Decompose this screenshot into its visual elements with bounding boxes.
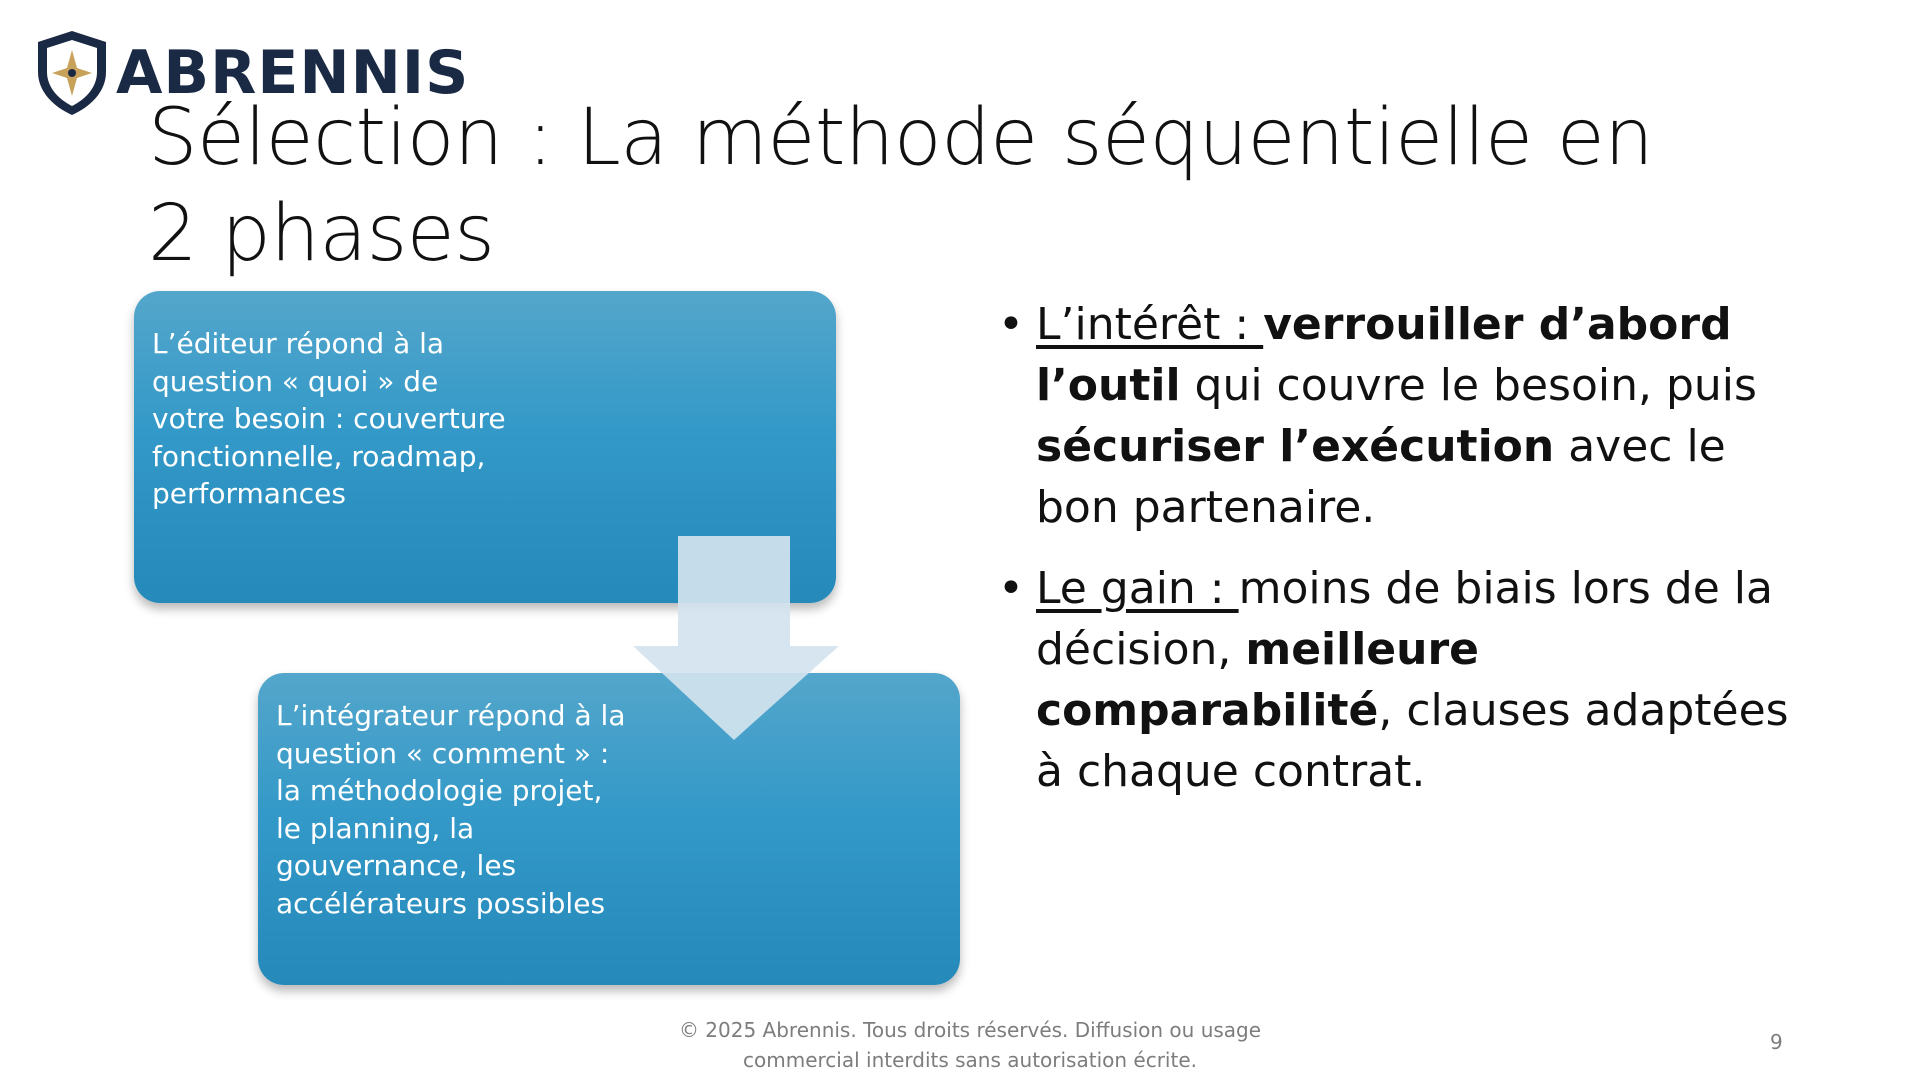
bullet-text: , clauses adaptées à chaque contrat. <box>1036 685 1789 797</box>
bullet-label: Le gain : <box>1036 563 1239 614</box>
footer-line-2: commercial interdits sans autorisation écrite. <box>743 1048 1197 1072</box>
bullet-bold-text: meilleure comparabilité <box>1036 624 1479 736</box>
bullet-bold-text: verrouiller d’abord l’outil <box>1036 299 1732 411</box>
down-arrow-icon <box>633 536 839 742</box>
bullet-dot: • <box>998 563 1024 614</box>
page-title: Sélection : La méthode séquentielle en 2 phases <box>148 93 1654 279</box>
phase-1-text: L’éditeur répond à la question « quoi » de votre besoin : couverture fonctionnelle, roadmap, performances <box>152 327 506 510</box>
footer-line-1: © 2025 Abrennis. Tous droits réservés. Diffusion ou usage <box>678 1018 1262 1042</box>
bullet-list <box>998 294 1818 822</box>
phase-2-box <box>258 673 960 985</box>
shield-compass-icon <box>34 28 110 118</box>
bullet-dot: • <box>998 299 1024 350</box>
phase-2-text: L’intégrateur répond à la question « comment » : la méthodologie projet, le planning, la gouvernance, les accélérateurs possibles <box>276 699 626 920</box>
bullet-item-gain <box>998 558 1818 802</box>
bullet-label: L’intérêt : <box>1036 299 1264 350</box>
bullet-item-interet <box>998 294 1818 538</box>
bullet-text: avec le bon partenaire. <box>1036 421 1726 533</box>
page-number: 9 <box>1770 1030 1783 1054</box>
bullet-bold-text: sécuriser l’exécution <box>1036 421 1555 472</box>
logo-text: ABRENNIS <box>116 38 470 108</box>
footer-copyright <box>620 1015 1320 1075</box>
bullet-text: qui couvre le besoin, puis <box>1180 360 1757 411</box>
bullet-text: moins de biais lors de la décision, <box>1036 563 1773 675</box>
